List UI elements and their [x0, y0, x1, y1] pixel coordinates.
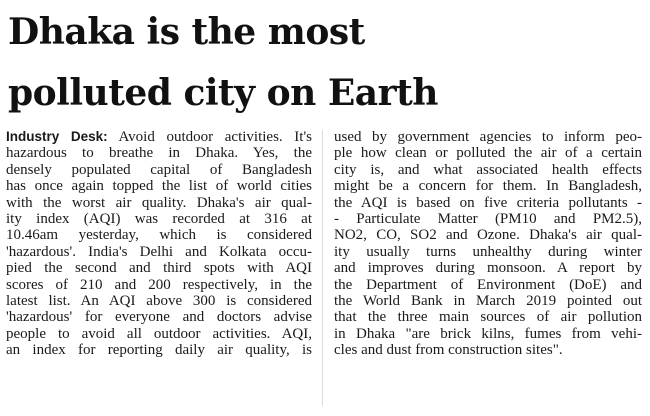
- article-line: an index for reporting daily air quality, is: [6, 342, 312, 359]
- article-line: city is, and what associated health effects: [334, 161, 642, 178]
- byline: Industry Desk:: [6, 129, 108, 144]
- article-line: 10.46am yesterday, which is considered: [6, 227, 312, 244]
- article-line: might be a concern for them. In Bangladesh,: [334, 178, 642, 195]
- article-line: the Department of Environment (DoE) and: [334, 276, 642, 293]
- article-line: cles and dust from construction sites".: [334, 342, 563, 359]
- article-line: scores of 210 and 200 respectively, in the: [6, 276, 312, 293]
- article-column-right: [334, 129, 642, 359]
- article-line: ity index (AQI) was recorded at 316 at: [6, 211, 312, 228]
- article-line: in Dhaka "are brick kilns, fumes from vehi-: [334, 325, 642, 342]
- article-line: people to avoid all outdoor activities. AQI,: [6, 325, 312, 342]
- article-line: [6, 129, 312, 145]
- article-line: NO2, CO, SO2 and Ozone. Dhaka's air qual-: [334, 227, 642, 244]
- article-line: hazardous to breathe in Dhaka. Yes, the: [6, 145, 312, 162]
- article-line: latest list. An AQI above 300 is considered: [6, 293, 312, 310]
- article-column-left: [6, 129, 312, 359]
- article-line: and improves during monsoon. A report by: [334, 260, 642, 277]
- article-line: the AQI is based on five criteria pollutants -: [334, 194, 642, 211]
- headline: [8, 2, 648, 124]
- article-line: densely populated capital of Bangladesh: [6, 161, 312, 178]
- headline-line-2: polluted city on Earth: [8, 72, 438, 114]
- article-line: the World Bank in March 2019 pointed out: [334, 293, 642, 310]
- article-line: that the three main sources of air pollution: [334, 309, 642, 326]
- article-line-text: Avoid outdoor activities. It's: [107, 129, 312, 145]
- column-divider: [322, 130, 323, 406]
- article-line: 'hazardous' for everyone and doctors advise: [6, 309, 312, 326]
- headline-line-1: Dhaka is the most: [8, 11, 365, 53]
- article-line: used by government agencies to inform peo-: [334, 129, 642, 145]
- article-line: pied the second and third spots with AQI: [6, 260, 312, 277]
- article-line: with the worst air quality. Dhaka's air qual-: [6, 194, 312, 211]
- article-line: ple how clean or polluted the air of a certain: [334, 145, 642, 162]
- article-line: has once again topped the list of world cities: [6, 178, 312, 195]
- article-line: - Particulate Matter (PM10 and PM2.5),: [334, 211, 642, 228]
- article-line: ity usually turns unhealthy during winter: [334, 243, 642, 260]
- article-line: 'hazardous'. India's Delhi and Kolkata occu-: [6, 243, 312, 260]
